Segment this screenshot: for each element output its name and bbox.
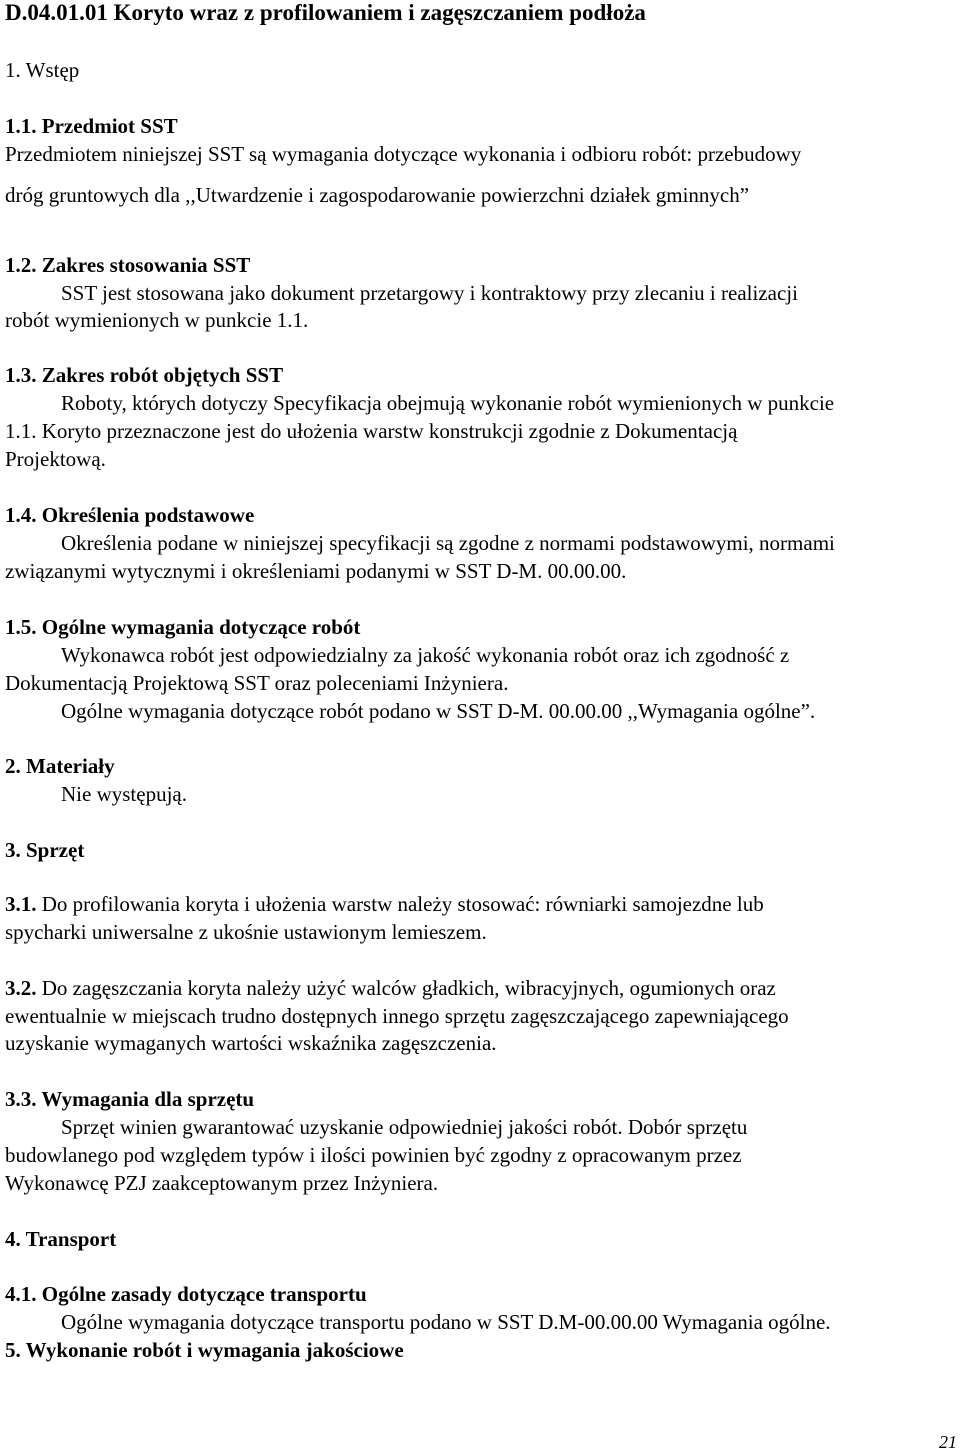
section-5-heading	[5, 1337, 404, 1363]
section-number: 1.	[5, 58, 21, 82]
paragraph-line: Określenia podane w niniejszej specyfikacji są zgodne z normami podstawowymi, normami	[61, 531, 835, 555]
section-number: 1.3.	[5, 363, 37, 387]
section-label: Przedmiot SST	[41, 114, 178, 138]
paragraph-line: uzyskanie wymaganych wartości wskaźnika zagęszczenia.	[5, 1031, 497, 1055]
section-label: Ogólne wymagania dotyczące robót	[41, 615, 361, 639]
section-number: 4.1.	[5, 1282, 37, 1306]
paragraph-line: Wykonawcę PZJ zaakceptowanym przez Inżyniera.	[5, 1171, 439, 1195]
section-1-1-heading	[5, 113, 178, 139]
paragraph-line: budowlanego pod względem typów i ilości powinien być zgodny z opracowanym przez	[5, 1143, 742, 1167]
paragraph-line: Ogólne wymagania dotyczące transportu podano w SST D.M-00.00.00 Wymagania ogólne.	[61, 1310, 831, 1334]
paragraph-line	[5, 975, 957, 1001]
paragraph-line: Ogólne wymagania dotyczące robót podano w SST D-M. 00.00.00 ,,Wymagania ogólne”.	[61, 699, 816, 723]
paragraph-line: Przedmiotem niniejszej SST są wymagania dotyczące wykonania i odbioru robót: przebudowy	[5, 142, 802, 166]
section-number: 3.	[5, 838, 21, 862]
paragraph-line: dróg gruntowych dla ,,Utwardzenie i zagospodarowanie powierzchni działek gminnych”	[5, 183, 750, 207]
section-label: Zakres stosowania SST	[41, 253, 251, 277]
section-1-4-heading	[5, 502, 254, 528]
section-number: 4.	[5, 1227, 21, 1251]
section-number: 5.	[5, 1338, 21, 1362]
section-label: Określenia podstawowe	[41, 503, 255, 527]
section-4-heading	[5, 1226, 116, 1252]
section-number: 3.3.	[5, 1087, 37, 1111]
section-3-heading	[5, 837, 84, 863]
paragraph-line: SST jest stosowana jako dokument przetargowy i kontraktowy przy zlecaniu i realizacji	[61, 281, 798, 305]
section-label: Transport	[25, 1227, 117, 1251]
paragraph-line: spycharki uniwersalne z ukośnie ustawionym lemieszem.	[5, 920, 487, 944]
document-title: D.04.01.01 Koryto wraz z profilowaniem i zagęszczaniem podłoża	[5, 0, 646, 25]
paragraph-line: ewentualnie w miejscach trudno dostępnych innego sprzętu zagęszczającego zapewniającego	[5, 1004, 789, 1028]
section-label: Zakres robót objętych SST	[41, 363, 284, 387]
paragraph-line: Nie występują.	[61, 782, 187, 806]
paragraph-line	[5, 891, 957, 917]
section-number: 1.5.	[5, 615, 37, 639]
paragraph-text: Do profilowania koryta i ułożenia warstw należy stosować: równiarki samojezdne lub	[41, 892, 764, 916]
page-number: 21	[939, 1432, 957, 1452]
paragraph-line: Dokumentacją Projektową SST oraz poleceniami Inżyniera.	[5, 671, 509, 695]
section-1-5-heading	[5, 614, 360, 640]
paragraph-line: 1.1. Koryto przeznaczone jest do ułożenia warstw konstrukcji zgodnie z Dokumentacją	[5, 419, 738, 443]
paragraph-line: robót wymienionych w punkcie 1.1.	[5, 308, 309, 332]
section-1-3-heading	[5, 362, 283, 388]
section-label: Wykonanie robót i wymagania jakościowe	[25, 1338, 404, 1362]
section-2-heading	[5, 753, 115, 779]
section-4-1-heading	[5, 1281, 367, 1307]
section-number: 2.	[5, 754, 21, 778]
paragraph-line: Wykonawca robót jest odpowiedzialny za jakość wykonania robót oraz ich zgodność z	[61, 643, 790, 667]
paragraph-line: Roboty, których dotyczy Specyfikacja obejmują wykonanie robót wymienionych w punkcie	[61, 391, 835, 415]
paragraph-line: związanymi wytycznymi i określeniami podanymi w SST D-M. 00.00.00.	[5, 559, 627, 583]
section-3-3-heading	[5, 1086, 254, 1112]
section-1-2-heading	[5, 252, 250, 278]
section-1-heading	[5, 57, 79, 83]
section-number: 1.4.	[5, 503, 37, 527]
section-number: 1.2.	[5, 253, 37, 277]
section-label: Materiały	[26, 754, 115, 778]
section-number: 1.1.	[5, 114, 37, 138]
section-number: 3.1.	[5, 892, 37, 916]
paragraph-line: Projektową.	[5, 447, 106, 471]
section-label: Ogólne zasady dotyczące transportu	[41, 1282, 367, 1306]
section-label: Wymagania dla sprzętu	[41, 1087, 255, 1111]
section-number: 3.2.	[5, 976, 37, 1000]
section-label: Sprzęt	[26, 838, 85, 862]
paragraph-text: Do zagęszczania koryta należy użyć walców gładkich, wibracyjnych, ogumionych oraz	[41, 976, 776, 1000]
section-label: Wstęp	[25, 58, 80, 82]
paragraph-line: Sprzęt winien gwarantować uzyskanie odpowiedniej jakości robót. Dobór sprzętu	[61, 1115, 748, 1139]
